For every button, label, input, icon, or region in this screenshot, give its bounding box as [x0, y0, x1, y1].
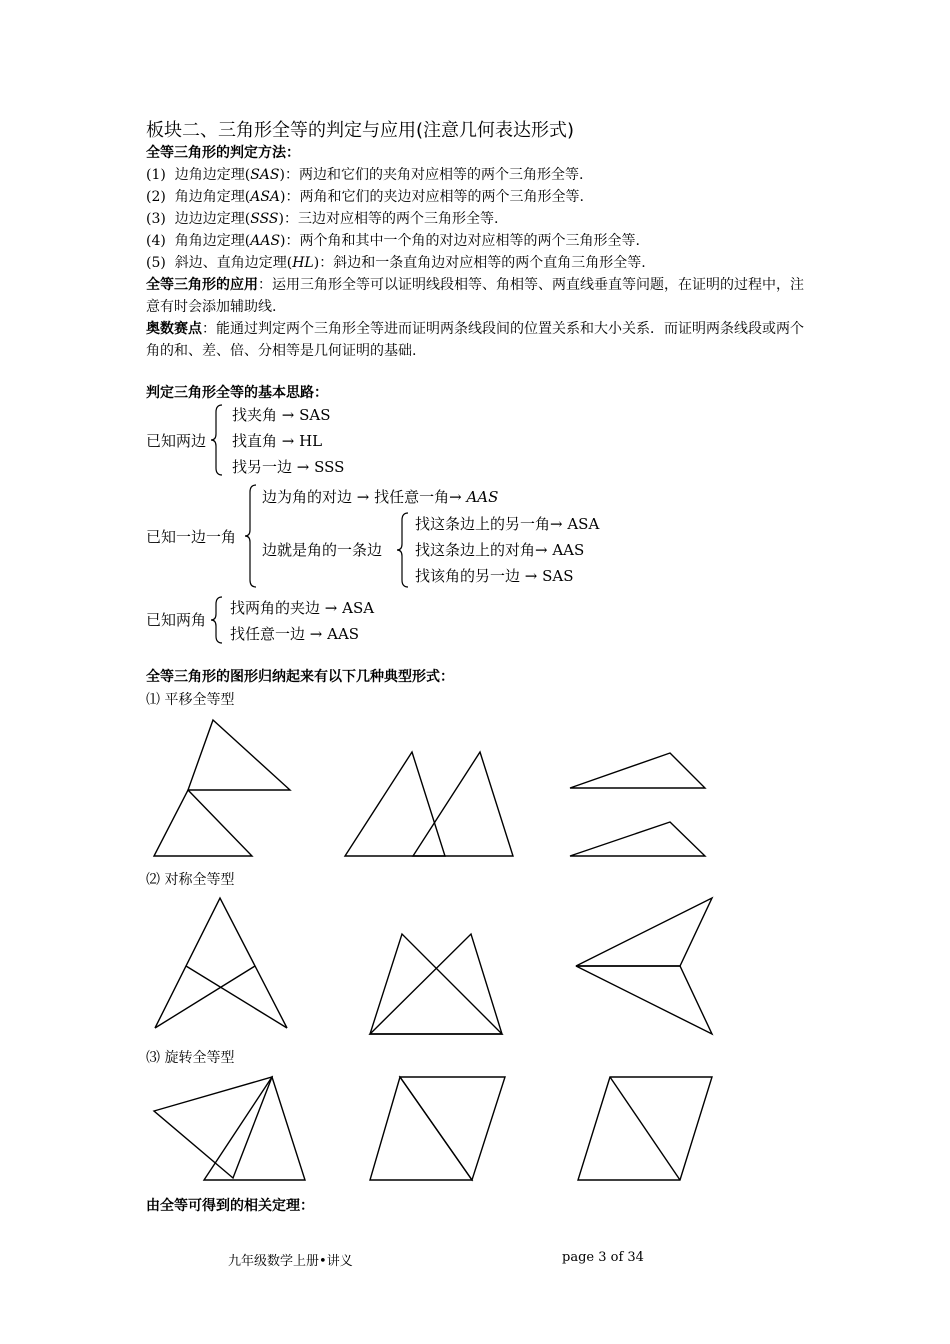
symmetry-figure-2	[370, 934, 502, 1034]
symmetry-figure-3	[576, 898, 712, 1034]
translation-figure-1	[154, 720, 290, 856]
side-angle-adjacent-item: 找该角的另一边 → SAS	[415, 567, 574, 585]
method-item-asa: (2) 角边角定理(ASA)：两角和它们的夹边对应相等的两个三角形全等.	[146, 189, 584, 205]
translation-figure-2	[345, 752, 513, 856]
translation-figure-3	[570, 753, 705, 856]
method-item-hl: (5) 斜边、直角边定理(HL)：斜边和一条直角边对应相等的两个直角三角形全等.	[146, 255, 646, 271]
side-angle-label: 已知一边一角	[146, 528, 237, 546]
side-angle-adjacent-item: 找这条边上的另一角→ ASA	[415, 515, 600, 533]
approach-heading: 判定三角形全等的基本思路：	[146, 385, 328, 401]
rotation-label: ⑶ 旋转全等型	[146, 1050, 235, 1066]
figures-heading: 全等三角形的图形归纳起来有以下几种典型形式：	[146, 669, 454, 685]
footer-page-number: page 3 of 34	[562, 1250, 644, 1265]
method-item-sss: (3) 边边边定理(SSS)：三边对应相等的两个三角形全等.	[146, 211, 499, 227]
two-sides-item: 找另一边 → SSS	[232, 458, 345, 476]
two-angles-label: 已知两角	[146, 611, 207, 629]
side-angle-adjacent-item: 找这条边上的对角→ AAS	[415, 541, 585, 559]
method-item-sas: (1) 边角边定理(SAS)：两边和它们的夹角对应相等的两个三角形全等.	[146, 167, 584, 183]
application-paragraph: 全等三角形的应用：运用三角形全等可以证明线段相等、角相等、两直线垂直等问题，在证明的过程中，注意有时会添加辅助线.	[146, 277, 804, 315]
side-angle-opposite: 边为角的对边 → 找任意一角→ AAS	[262, 488, 499, 506]
rotation-figure-3	[578, 1077, 712, 1180]
two-sides-label: 已知两边	[146, 432, 207, 450]
two-angles-item: 找任意一边 → AAS	[230, 625, 360, 643]
footer-course: 九年级数学上册•讲义	[228, 1254, 353, 1269]
two-angles-item: 找两角的夹边 → ASA	[230, 599, 375, 617]
related-heading: 由全等可得到的相关定理：	[146, 1198, 314, 1214]
two-sides-item: 找夹角 → SAS	[232, 406, 331, 424]
rotation-figure-2	[370, 1077, 505, 1180]
translation-label: ⑴ 平移全等型	[146, 692, 235, 708]
symmetry-figure-1	[155, 898, 287, 1028]
olympiad-paragraph: 奥数赛点：能通过判定两个三角形全等进而证明两条线段间的位置关系和大小关系．而证明两条线段或两个角的和、差、倍、分相等是几何证明的基础.	[146, 321, 804, 359]
methods-heading: 全等三角形的判定方法：	[146, 145, 300, 161]
rotation-figure-1	[154, 1077, 305, 1180]
side-angle-adjacent-label: 边就是角的一条边	[262, 541, 383, 559]
two-sides-item: 找直角 → HL	[232, 432, 323, 450]
method-item-aas: (4) 角角边定理(AAS)：两个角和其中一个角的对边对应相等的两个三角形全等.	[146, 233, 640, 249]
symmetry-label: ⑵ 对称全等型	[146, 872, 235, 888]
section-title: 板块二、三角形全等的判定与应用(注意几何表达形式)	[146, 120, 575, 141]
